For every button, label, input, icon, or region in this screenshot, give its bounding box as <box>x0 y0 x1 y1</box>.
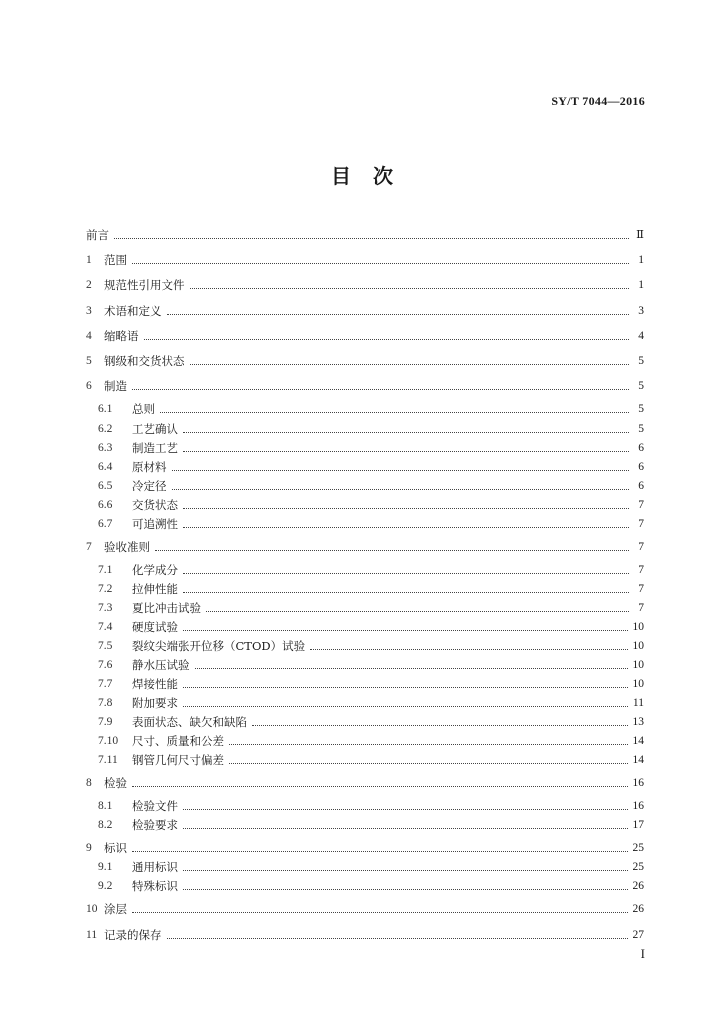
toc-entry-number: 7.10 <box>98 735 119 747</box>
toc-entry-number: 6.3 <box>98 442 113 454</box>
toc-entry-number: 3 <box>86 305 92 317</box>
dot-leader <box>167 937 628 939</box>
dot-leader <box>160 411 629 413</box>
toc-entry[interactable] <box>86 926 644 942</box>
toc-entry-page: 1 <box>638 254 644 266</box>
toc-entry-number: 10 <box>86 903 98 915</box>
dot-leader <box>190 287 630 289</box>
dot-leader <box>132 262 629 264</box>
toc-entry-page: 13 <box>632 716 644 728</box>
toc-list <box>86 0 644 1024</box>
toc-entry-page: 16 <box>632 800 644 812</box>
toc-entry-page: 14 <box>632 735 644 747</box>
toc-entry-label: 通用标识 <box>132 860 178 874</box>
toc-entry[interactable] <box>98 637 644 653</box>
toc-entry-page: 27 <box>632 929 644 941</box>
dot-leader <box>183 431 629 433</box>
toc-entry-number: 6.7 <box>98 518 113 530</box>
toc-entry[interactable] <box>86 377 644 393</box>
toc-entry-label: 缩略语 <box>104 329 139 343</box>
toc-entry-number: 1 <box>86 254 92 266</box>
toc-entry-number: 7 <box>86 541 92 553</box>
toc-entry-page: 7 <box>638 564 644 576</box>
toc-entry-number: 7.2 <box>98 583 113 595</box>
dot-leader <box>229 743 628 745</box>
toc-entry-number: 9.2 <box>98 880 113 892</box>
toc-entry-number: 6 <box>86 380 92 392</box>
toc-entry-page: 7 <box>638 541 644 553</box>
toc-entry-label: 钢管几何尺寸偏差 <box>132 753 224 767</box>
toc-entry[interactable] <box>86 900 644 916</box>
toc-entry[interactable] <box>86 352 644 368</box>
toc-entry-page: 10 <box>632 678 644 690</box>
toc-entry-label: 特殊标识 <box>132 879 178 893</box>
dot-leader <box>183 591 629 593</box>
toc-entry[interactable] <box>86 302 644 318</box>
toc-entry-page: 25 <box>632 861 644 873</box>
toc-entry-page: 25 <box>632 842 644 854</box>
toc-entry-page: 7 <box>638 518 644 530</box>
toc-entry-page: 5 <box>638 403 644 415</box>
toc-entry[interactable] <box>98 797 644 813</box>
toc-entry-label: 硬度试验 <box>132 620 178 634</box>
toc-entry-number: 6.4 <box>98 461 113 473</box>
toc-entry-label: 记录的保存 <box>104 928 162 942</box>
toc-entry[interactable] <box>86 276 644 292</box>
toc-entry[interactable] <box>98 496 644 512</box>
toc-entry[interactable] <box>98 400 644 416</box>
dot-leader <box>183 526 629 528</box>
toc-entry-number: 9 <box>86 842 92 854</box>
toc-entry-number: 7.7 <box>98 678 113 690</box>
toc-entry-label: 涂层 <box>104 902 127 916</box>
toc-entry[interactable] <box>86 839 644 855</box>
toc-entry-page: 5 <box>638 380 644 392</box>
dot-leader <box>183 507 629 509</box>
toc-entry-label: 制造 <box>104 379 127 393</box>
toc-entry-number: 7.1 <box>98 564 113 576</box>
toc-entry[interactable] <box>98 858 644 874</box>
toc-entry-page: 10 <box>632 659 644 671</box>
toc-entry-page: 16 <box>632 777 644 789</box>
dot-leader <box>132 388 629 390</box>
toc-entry-label: 冷定径 <box>132 479 167 493</box>
toc-entry-number: 8.2 <box>98 819 113 831</box>
dot-leader <box>183 629 628 631</box>
dot-leader <box>183 888 628 890</box>
standard-code: SY/T 7044—2016 <box>551 94 645 108</box>
toc-entry-number: 8.1 <box>98 800 113 812</box>
toc-entry[interactable] <box>98 561 644 577</box>
toc-entry[interactable] <box>86 327 644 343</box>
toc-entry-page: 6 <box>638 442 644 454</box>
toc-entry-number: 9.1 <box>98 861 113 873</box>
toc-entry-label: 制造工艺 <box>132 441 178 455</box>
toc-entry-number: 7.5 <box>98 640 113 652</box>
dot-leader <box>310 648 627 650</box>
dot-leader <box>183 827 628 829</box>
dot-leader <box>172 488 630 490</box>
toc-entry[interactable] <box>98 420 644 436</box>
toc-entry-number: 7.4 <box>98 621 113 633</box>
toc-entry-label: 总则 <box>132 402 155 416</box>
toc-entry-label: 前言 <box>86 228 109 242</box>
toc-entry-label: 尺寸、质量和公差 <box>132 734 224 748</box>
dot-leader <box>172 469 630 471</box>
toc-entry-label: 焊接性能 <box>132 677 178 691</box>
toc-entry-page: 14 <box>632 754 644 766</box>
toc-entry[interactable] <box>98 618 644 634</box>
toc-entry-number: 7.8 <box>98 697 113 709</box>
toc-entry[interactable] <box>86 251 644 267</box>
toc-entry-page: 5 <box>638 423 644 435</box>
toc-entry-page: 4 <box>638 330 644 342</box>
toc-entry[interactable] <box>86 538 644 554</box>
toc-entry-label: 检验 <box>104 776 127 790</box>
dot-leader <box>183 572 629 574</box>
toc-entry-label: 工艺确认 <box>132 422 178 436</box>
dot-leader <box>206 610 629 612</box>
toc-entry-label: 检验文件 <box>132 799 178 813</box>
toc-entry-page: 7 <box>638 499 644 511</box>
toc-entry-label: 夏比冲击试验 <box>132 601 201 615</box>
toc-entry-label: 附加要求 <box>132 696 178 710</box>
dot-leader <box>183 869 628 871</box>
toc-entry-number: 7.11 <box>98 754 118 766</box>
dot-leader <box>155 549 629 551</box>
dot-leader <box>195 667 628 669</box>
toc-entry-number: 6.2 <box>98 423 113 435</box>
toc-entry-page: 5 <box>638 355 644 367</box>
toc-entry-number: 8 <box>86 777 92 789</box>
dot-leader <box>132 850 628 852</box>
toc-entry-label: 术语和定义 <box>104 304 162 318</box>
toc-entry-number: 4 <box>86 330 92 342</box>
toc-entry[interactable] <box>86 226 644 242</box>
toc-entry[interactable] <box>98 732 644 748</box>
toc-entry-label: 验收准则 <box>104 540 150 554</box>
dot-leader <box>183 705 628 707</box>
toc-entry-page: 26 <box>632 880 644 892</box>
toc-entry-page: 6 <box>638 461 644 473</box>
toc-entry[interactable] <box>98 713 644 729</box>
toc-entry-number: 6.6 <box>98 499 113 511</box>
toc-entry[interactable] <box>98 656 644 672</box>
dot-leader <box>183 808 628 810</box>
toc-entry-label: 检验要求 <box>132 818 178 832</box>
toc-entry-label: 静水压试验 <box>132 658 190 672</box>
toc-entry-number: 6.1 <box>98 403 113 415</box>
toc-entry-page: 10 <box>632 621 644 633</box>
toc-entry-number: 5 <box>86 355 92 367</box>
page-number: I <box>640 946 645 961</box>
toc-entry-number: 7.6 <box>98 659 113 671</box>
toc-entry[interactable] <box>98 816 644 832</box>
dot-leader <box>132 785 628 787</box>
toc-entry-number: 7.3 <box>98 602 113 614</box>
toc-entry-page: 26 <box>632 903 644 915</box>
toc-entry[interactable] <box>98 515 644 531</box>
toc-entry-label: 范围 <box>104 253 127 267</box>
toc-entry-label: 裂纹尖端张开位移（CTOD）试验 <box>132 639 306 653</box>
toc-entry-page: Ⅱ <box>636 229 644 241</box>
toc-entry-page: 6 <box>638 480 644 492</box>
toc-entry-page: 7 <box>638 602 644 614</box>
toc-entry-page: 10 <box>632 640 644 652</box>
toc-entry-label: 交货状态 <box>132 498 178 512</box>
toc-entry-number: 6.5 <box>98 480 113 492</box>
dot-leader <box>183 450 629 452</box>
toc-entry-number: 7.9 <box>98 716 113 728</box>
toc-entry[interactable] <box>98 675 644 691</box>
dot-leader <box>252 724 628 726</box>
toc-entry-label: 规范性引用文件 <box>104 278 185 292</box>
dot-leader <box>132 911 628 913</box>
toc-entry-page: 7 <box>638 583 644 595</box>
toc-entry[interactable] <box>98 458 644 474</box>
toc-entry[interactable] <box>86 774 644 790</box>
toc-entry[interactable] <box>98 477 644 493</box>
toc-entry-label: 拉伸性能 <box>132 582 178 596</box>
toc-entry-label: 可追溯性 <box>132 517 178 531</box>
dot-leader <box>183 686 628 688</box>
toc-entry-label: 原材料 <box>132 460 167 474</box>
toc-entry-label: 化学成分 <box>132 563 178 577</box>
page-title: 目 次 <box>331 164 394 188</box>
toc-entry[interactable] <box>98 751 644 767</box>
toc-entry-number: 2 <box>86 279 92 291</box>
toc-entry[interactable] <box>98 877 644 893</box>
dot-leader <box>114 237 629 239</box>
toc-entry-label: 标识 <box>104 841 127 855</box>
toc-entry-page: 17 <box>632 819 644 831</box>
toc-entry-label: 表面状态、缺欠和缺陷 <box>132 715 247 729</box>
toc-entry-page: 3 <box>638 305 644 317</box>
dot-leader <box>229 762 628 764</box>
toc-entry[interactable] <box>98 694 644 710</box>
toc-entry[interactable] <box>98 439 644 455</box>
toc-entry-page: 1 <box>638 279 644 291</box>
toc-entry-label: 钢级和交货状态 <box>104 354 185 368</box>
toc-entry[interactable] <box>98 580 644 596</box>
dot-leader <box>167 313 630 315</box>
toc-entry-number: 11 <box>86 929 98 941</box>
dot-leader <box>190 363 630 365</box>
toc-entry[interactable] <box>98 599 644 615</box>
toc-entry-page: 11 <box>632 697 644 709</box>
dot-leader <box>144 338 630 340</box>
